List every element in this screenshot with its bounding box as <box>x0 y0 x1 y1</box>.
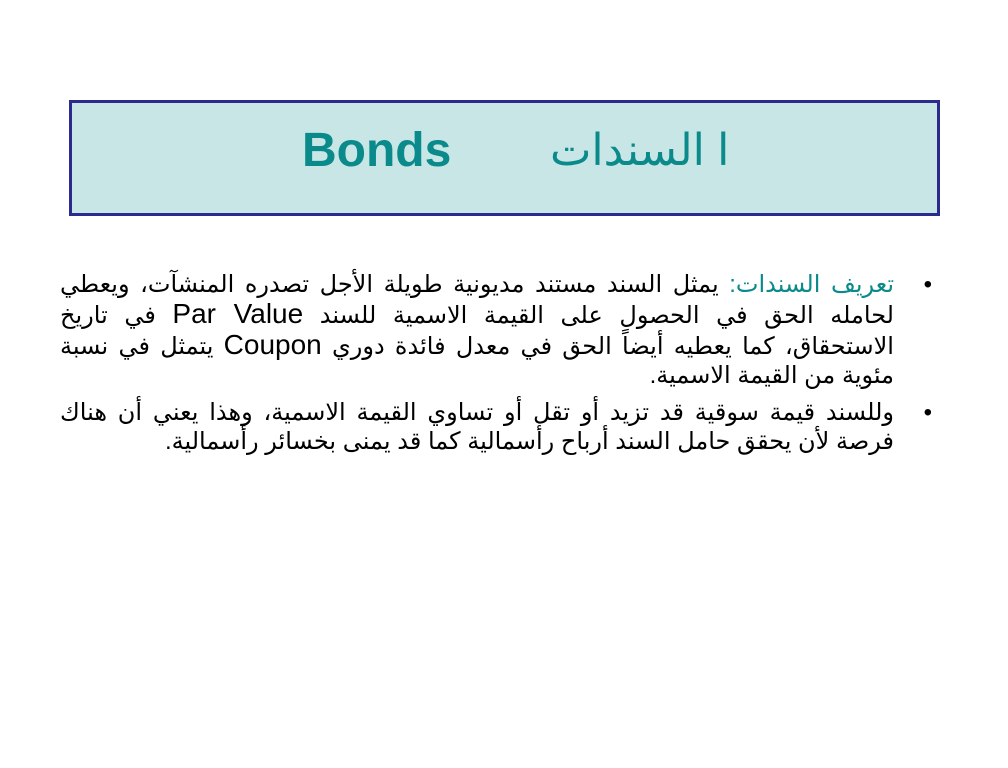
bullet-definition <box>60 270 940 390</box>
title-arabic: ا السندات <box>550 126 730 175</box>
title-box <box>69 100 940 216</box>
bullet-list <box>60 270 940 464</box>
definition-text-part1: يمثل السند مستند مديونية طويلة الأجل تصدره المنشآت، ويعطي لحامله الحق في الحصول على القيمة الاسمية للسند <box>60 271 894 329</box>
title-english: Bonds <box>302 124 452 177</box>
definition-text-part2: في تاريخ الاستحقاق، كما يعطيه أيضاً الحق في معدل فائدة دوري <box>60 302 894 360</box>
market-value-text: وللسند قيمة سوقية قد تزيد أو تقل أو تساوي القيمة الاسمية، وهذا يعني أن هناك فرصة لأن يحقق حامل السند أرباح رأسمالية كما قد يمنى بخسائر رأسمالية. <box>60 399 895 455</box>
bullet-icon: • <box>923 271 932 298</box>
par-value-term: Par Value <box>172 298 304 329</box>
bullet-icon: • <box>923 399 932 426</box>
bullet-market-value <box>60 398 940 456</box>
definition-term: تعريف السندات: <box>729 271 894 298</box>
coupon-term: Coupon <box>223 329 322 360</box>
definition-text-part3: يتمثل في نسبة مئوية من القيمة الاسمية. <box>60 333 894 389</box>
